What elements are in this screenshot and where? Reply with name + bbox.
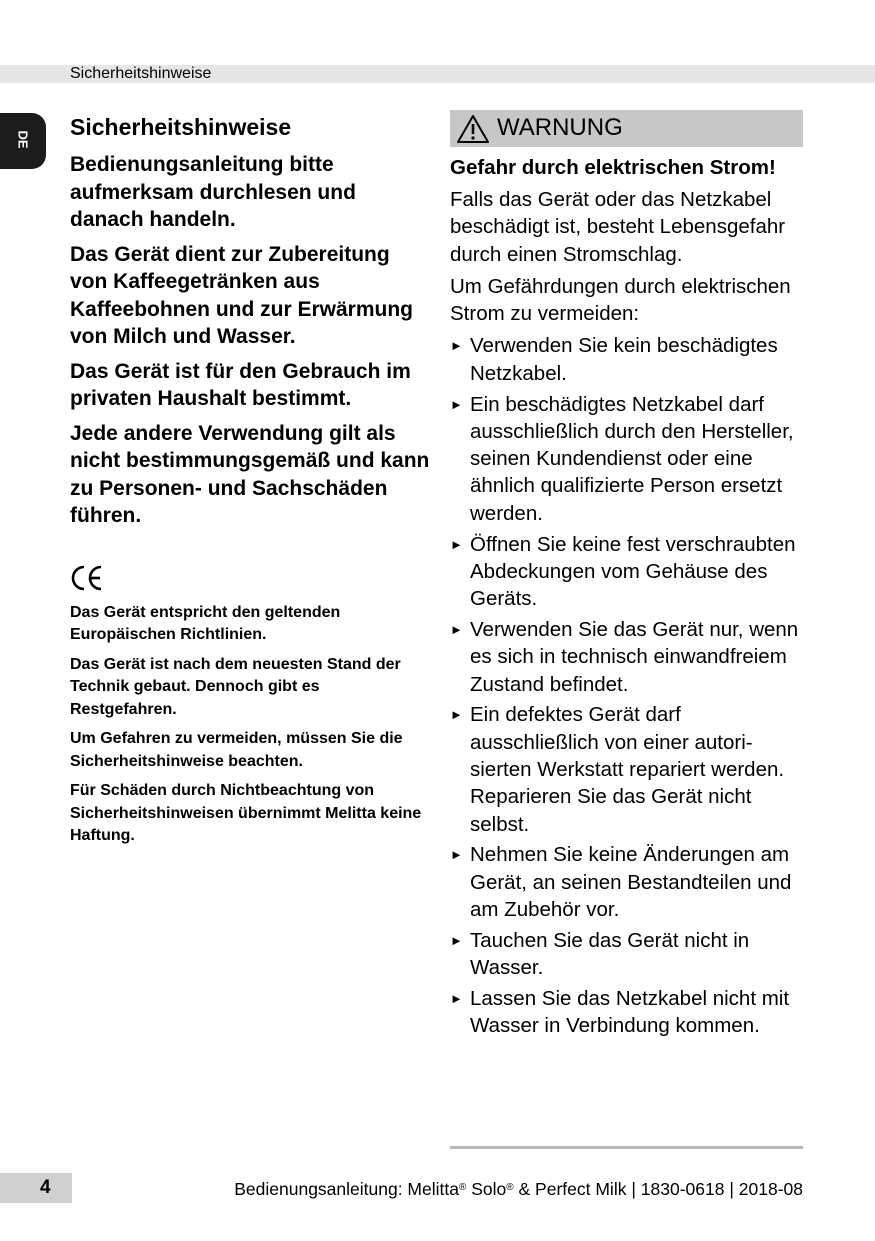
list-item: ► Ein beschädigtes Netzkabel darf ausschließlich durch den Hersteller, seinen Kundendienst oder eine ähnlich qualifizierte Person ersetzt werden. [450, 392, 794, 525]
residual-risk-paragraph: Das Gerät ist nach dem neuesten Stand der Technik gebaut. Dennoch gibt es Restgefahren. [70, 655, 401, 718]
warning-end-rule [450, 1146, 803, 1149]
bullet-arrow-icon: ► [450, 932, 463, 948]
list-item: ► Verwenden Sie kein beschädigtes Netzkabel. [450, 334, 778, 385]
compliance-notes [70, 602, 430, 848]
bullet-arrow-icon: ► [450, 990, 463, 1006]
bullet-arrow-icon: ► [450, 536, 463, 552]
misuse-paragraph: Jede andere Verwendung gilt als nicht bestimmungsgemäß und kann zu Personen- und Sachschäden führen. [70, 421, 430, 527]
warning-triangle-icon [456, 114, 490, 144]
list-item: ► Lassen Sie das Netzkabel nicht mit Wasser in Verbindung kommen. [450, 986, 790, 1038]
warning-label: WARNUNG [497, 114, 623, 141]
warning-banner [450, 110, 803, 147]
section-title: Sicherheitshinweise [70, 114, 292, 140]
safety-bullet-list [450, 332, 803, 1039]
right-column [450, 110, 803, 1043]
footer-doc-info: Bedienungsanleitung: Melitta® Solo® & Perfect Milk | 1830-0618 | 2018-08 [234, 1179, 803, 1199]
list-item: ► Verwenden Sie das Gerät nur, wenn es sich in technisch einwandfreiem Zustand befindet. [450, 617, 799, 696]
intended-use-paragraph: Das Gerät dient zur Zubereitung von Kaffeegetränken aus Kaffeebohnen und zur Erwärmung von Milch und Wasser. [70, 242, 414, 348]
bullet-arrow-icon: ► [450, 396, 463, 412]
language-tab-label: DE [15, 130, 31, 149]
warning-title: Gefahr durch elektrischen Strom! [450, 156, 776, 179]
language-tab [0, 113, 46, 169]
list-item: ► Öffnen Sie keine fest verschraubten Abdeckungen vom Gehäuse des Geräts. [450, 532, 796, 611]
warning-instruction: Um Gefährdungen durch elektrischen Strom zu vermeiden: [450, 274, 791, 326]
safety-instructions-paragraph: Um Gefahren zu vermeiden, müssen Sie die Sicherheitshinweise beachten. [70, 730, 403, 770]
warning-intro: Falls das Gerät oder das Netzkabel beschädigt ist, besteht Lebensgefahr durch einen Stromschlag. [450, 188, 786, 266]
liability-paragraph: Für Schäden durch Nichtbeachtung von Sicherheitshinweisen übernimmt Melitta keine Haftung. [70, 782, 422, 844]
bullet-arrow-icon: ► [450, 847, 463, 863]
running-header: Sicherheitshinweise [70, 65, 212, 82]
list-item: ► Ein defektes Gerät darf ausschließlich von einer autori-sierten Werkstatt repariert werden. Reparieren Sie das Gerät nicht selbst. [450, 703, 785, 836]
list-item: ► Nehmen Sie keine Änderungen am Gerät, an seinen Bestandteilen und am Zubehör vor. [450, 843, 792, 921]
bullet-arrow-icon: ► [450, 621, 463, 637]
left-column [70, 113, 430, 855]
household-use-paragraph: Das Gerät ist für den Gebrauch im privaten Haushalt bestimmt. [70, 359, 411, 410]
intro-paragraph: Bedienungsanleitung bitte aufmerksam durchlesen und danach handeln. [70, 153, 356, 231]
page-number: 4 [40, 1177, 51, 1198]
bullet-arrow-icon: ► [450, 707, 463, 723]
compliance-paragraph: Das Gerät entspricht den geltenden Europäischen Richtlinien. [70, 603, 341, 643]
bullet-arrow-icon: ► [450, 338, 463, 354]
page-number-box [0, 1173, 72, 1203]
list-item: ► Tauchen Sie das Gerät nicht in Wasser. [450, 928, 750, 980]
ce-mark-icon [70, 564, 430, 596]
